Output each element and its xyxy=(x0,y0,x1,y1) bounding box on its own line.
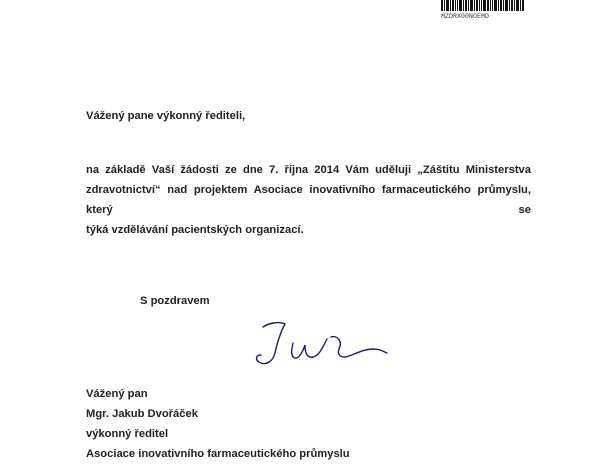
recipient-title: výkonný ředitel xyxy=(86,428,169,440)
document-code: MZDRX00NOEMD xyxy=(441,13,490,20)
letter-body xyxy=(86,160,531,240)
recipient-address xyxy=(86,384,350,464)
salutation: Vážený pane výkonný řediteli, xyxy=(86,110,246,122)
body-line-2: zdravotnictví“ nad projektem Asociace inovativního farmaceutického průmyslu, který se xyxy=(86,184,531,216)
handwritten-signature xyxy=(233,313,393,373)
body-line-1: na základě Vaší žádosti ze dne 7. října 2014 Vám uděluji „Záštitu Ministerstva xyxy=(86,164,531,176)
recipient-organization: Asociace inovativního farmaceutického průmyslu xyxy=(86,448,350,460)
recipient-name: Mgr. Jakub Dvořáček xyxy=(86,408,198,420)
body-line-3: týká vzdělávání pacientských organizací. xyxy=(86,224,304,236)
recipient-greeting: Vážený pan xyxy=(86,388,148,400)
closing: S pozdravem xyxy=(140,295,210,307)
barcode xyxy=(441,0,524,11)
